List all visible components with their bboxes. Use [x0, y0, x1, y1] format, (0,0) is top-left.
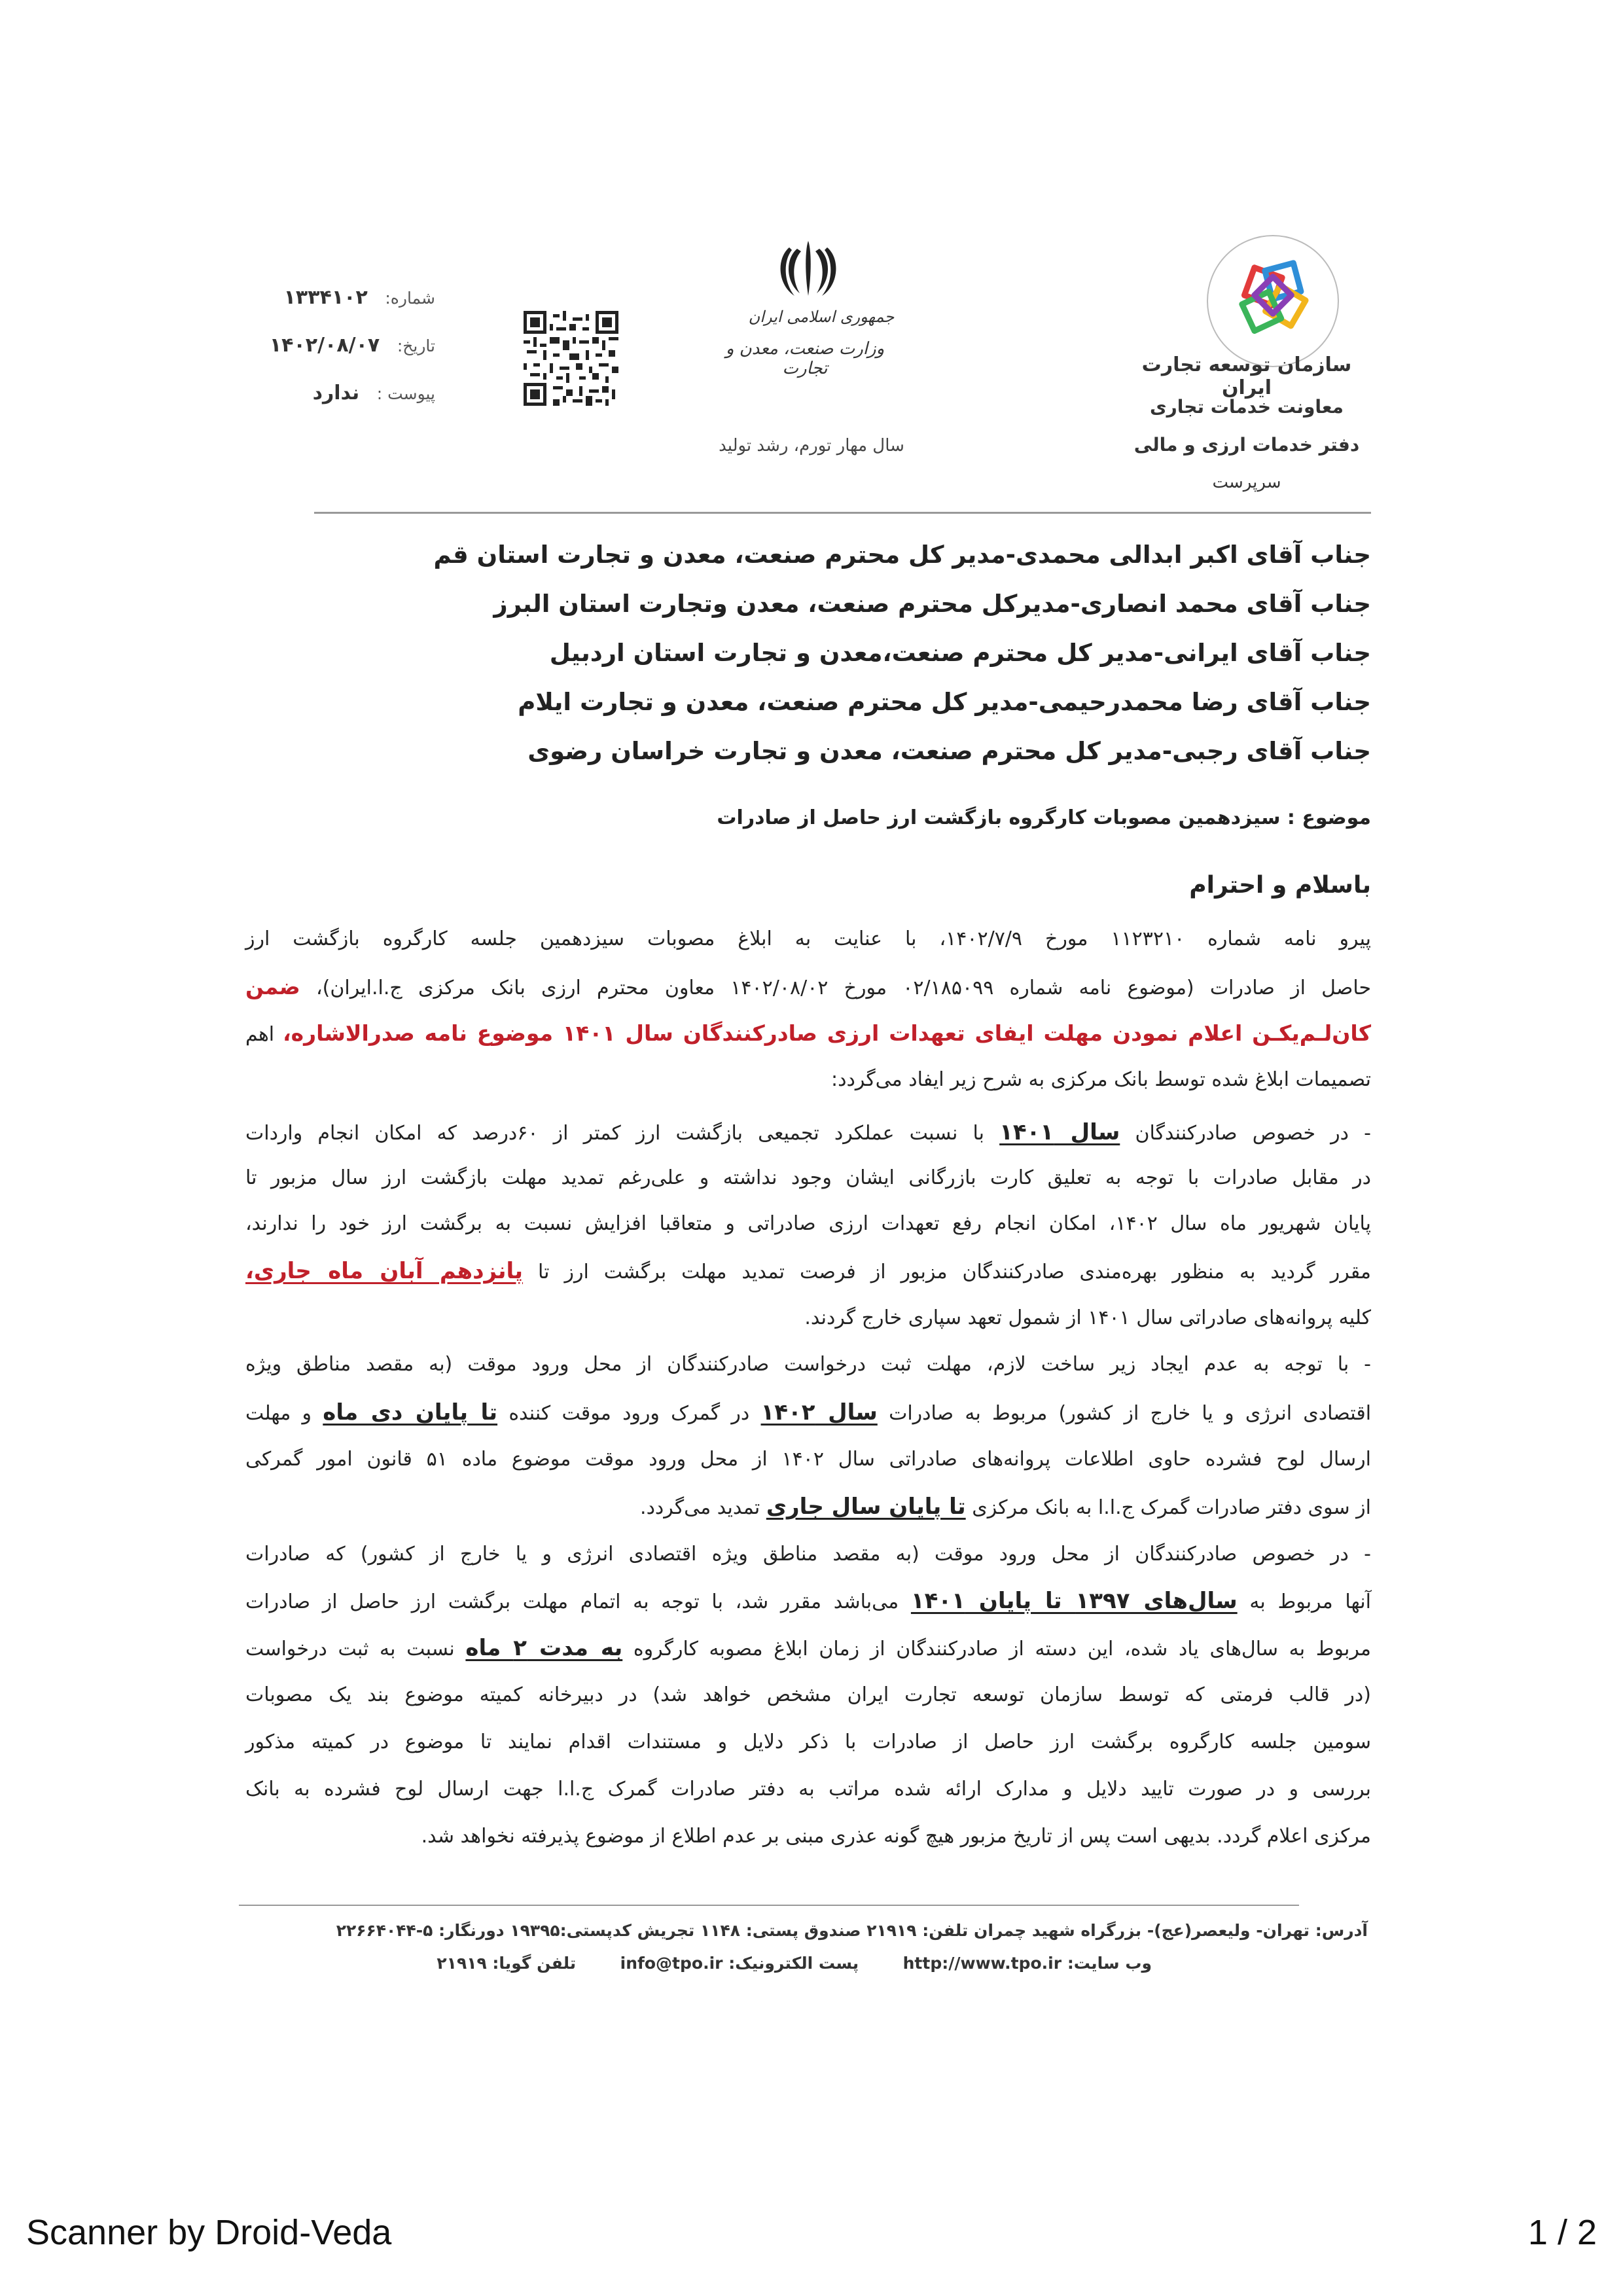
highlight-bold: سال ۱۴۰۲ — [760, 1399, 878, 1426]
body-p4-line4: (در قالب فرمتی که توسط سازمان توسعه تجارت ایران مشخص خواهد شد) در دبیرخانه کمیته موضوع بند یک مصوبات — [245, 1683, 1371, 1706]
footer-phone: تلفن گویا: ۲۱۹۱۹ — [437, 1954, 577, 1973]
body-p4-line5: سومین جلسه کارگروه برگشت ارز حاصل از صادرات با ذکر دلایل و مستندات اقدام نمایند تا موضوع در کمیته مذکور — [245, 1731, 1371, 1753]
year-slogan: سال مهار تورم، رشد تولید — [719, 436, 904, 456]
highlight-bold: سال‌های ۱۳۹۷ تا پایان ۱۴۰۱ — [910, 1588, 1238, 1614]
letter-attachment — [313, 382, 435, 404]
body-text: از سوی دفتر صادرات گمرک ج.ا.ا به بانک مرکزی — [972, 1496, 1371, 1519]
letter-attachment-label: پیوست : — [376, 384, 435, 403]
body-p2-line3: پایان شهریور ماه سال ۱۴۰۲، امکان انجام رفع تعهدات ارزی صادراتی و متعاقبا افزایش نسبت به برگشت ارز خود را ندارند، — [245, 1212, 1371, 1235]
body-p4-line7: مرکزی اعلام گردد. بدیهی است پس از تاریخ مزبور هیچ گونه عذری مبنی بر عدم اطلاع از موضوع پذیرفته نخواهد شد. — [421, 1825, 1371, 1848]
body-p2-line5: کلیه پروانه‌های صادراتی سال ۱۴۰۱ از شمول تعهد سپاری خارج گردند. — [804, 1306, 1371, 1329]
body-text: و مهلت — [245, 1402, 312, 1425]
footer-web-value[interactable]: http://www.tpo.ir — [902, 1954, 1062, 1973]
highlight-bold: سال ۱۴۰۱ — [999, 1119, 1120, 1145]
body-p3-line4 — [245, 1494, 1371, 1521]
highlight-red-underline: پانزدهم آبان ماه جاری، — [245, 1258, 524, 1284]
body-p1-line4: تصمیمات ابلاغ شده توسط بانک مرکزی به شرح زیر ایفاد می‌گردد: — [831, 1068, 1371, 1091]
body-p2-line4 — [245, 1258, 1371, 1285]
body-p3-line3: ارسال لوح فشرده حاوی اطلاعات پروانه‌های صادراتی سال ۱۴۰۲ از محل ورود موقت موضوع ماده ۵۱ قانون امور گمرکی — [245, 1448, 1371, 1471]
header-divider — [314, 512, 1371, 514]
body-p3-line2 — [245, 1399, 1371, 1427]
body-text: آنها مربوط به — [1249, 1590, 1371, 1613]
addressee-5: جناب آقای رجبی-مدیر کل محترم صنعت، معدن و تجارت خراسان رضوی — [527, 737, 1371, 765]
footer-email-value[interactable]: info@tpo.ir — [620, 1954, 723, 1973]
org-deputy: معاونت خدمات تجاری — [1149, 396, 1344, 418]
letter-number-value: ۱۳۳۴۱۰۲ — [283, 286, 368, 309]
footer-divider — [239, 1905, 1299, 1906]
letter-date-label: تاریخ: — [397, 336, 435, 355]
body-text: مربوط به سال‌های یاد شده، این دسته از صادرکنندگان از زمان ابلاغ مصوبه کارگروه — [633, 1638, 1371, 1660]
scanner-app-label: Scanner by Droid-Veda — [26, 2213, 392, 2252]
addressee-1: جناب آقای اکبر ابدالی محمدی-مدیر کل محترم صنعت، معدن و تجارت استان قم — [433, 541, 1371, 569]
body-text: با نسبت عملکرد تجمیعی بازگشت ارز کمتر از ۶۰درصد که امکان انجام واردات — [245, 1122, 984, 1145]
highlight-red: کان‌لـم‌یکـن اعلام نمودن مهلت ایفای تعهدات ارزی صادرکنندگان سال ۱۴۰۱ موضوع نامه صدرالاشاره، — [283, 1020, 1372, 1046]
body-p4-line2 — [245, 1588, 1371, 1615]
letter-number — [284, 286, 435, 309]
body-text: می‌باشد مقرر شد، با توجه به اتمام مهلت برگشت ارز حاصل از صادرات — [245, 1590, 899, 1613]
addressee-3: جناب آقای ایرانی-مدیر کل محترم صنعت،معدن و تجارت استان اردبیل — [549, 639, 1371, 667]
highlight-bold: تا پایان دی ماه — [323, 1399, 498, 1426]
org-office: دفتر خدمات ارزی و مالی — [1133, 434, 1360, 456]
body-text: مقرر گردید به منظور بهره‌مندی صادرکنندگان مزبور از فرصت تمدید مهلت برگشت ارز تا — [538, 1261, 1371, 1283]
body-text: تمدید می‌گردد. — [640, 1496, 760, 1519]
body-text: - در خصوص صادرکنندگان — [1135, 1122, 1372, 1145]
letter-attachment-value: ندارد — [312, 382, 360, 404]
highlight-bold: به مدت ۲ ماه — [465, 1635, 623, 1661]
highlight-bold: تا پایان سال جاری — [766, 1494, 966, 1520]
highlight-red: ضمن — [245, 974, 300, 999]
body-text: نسبت به ثبت درخواست — [245, 1638, 455, 1660]
body-p1-line2 — [245, 974, 1371, 1001]
addressee-4: جناب آقای رضا محمدرحیمی-مدیر کل محترم صنعت، معدن و تجارت ایلام — [518, 688, 1371, 716]
body-p1-line1: پیرو نامه شماره ۱۱۲۳۲۱۰ مورخ ۱۴۰۲/۷/۹، با عنایت به ابلاغ مصوبات سیزدهمین جلسه کارگروه بازگشت ارز — [245, 927, 1371, 950]
footer-email-label: پست الکترونیک: — [728, 1954, 859, 1973]
body-p3-line1: - با توجه به عدم ایجاد زیر ساخت لازم، مهلت ثبت درخواست صادرکنندگان از محل ورود موقت (به مقصد مناطق ویژه — [245, 1353, 1371, 1376]
body-text: اقتصادی انرژی و یا خارج از کشور) مربوط به صادرات — [889, 1402, 1372, 1425]
greeting: باسلام و احترام — [1189, 872, 1371, 899]
footer-address: آدرس: تهران- ولیعصر(عج)- بزرگراه شهید چمران تلفن: ۲۱۹۱۹ صندوق پستی: ۱۱۴۸ تجریش کدپستی:۱۹۳۹۵ دورنگار: ۵-۲۲۶۶۴۰۴۴ — [336, 1921, 1368, 1940]
ministry-line-1: جمهوری اسلامی ایران — [748, 308, 895, 326]
letter-number-label: شماره: — [385, 289, 435, 308]
body-text: حاصل از صادرات (موضوع نامه شماره ۰۲/۱۸۵۰۹۹ مورخ ۱۴۰۲/۰۸/۰۲ معاون محترم ارزی بانک مرکزی ج.ا.ایران)، — [315, 977, 1372, 999]
footer-contacts — [437, 1954, 1152, 1973]
org-name: سازمان توسعه تجارت ایران — [1141, 353, 1352, 399]
body-text: در گمرک ورود موقت کننده — [508, 1402, 750, 1425]
body-p4-line3 — [245, 1635, 1371, 1662]
ministry-line-2: وزارت صنعت، معدن و تجارت — [725, 339, 885, 378]
footer-web-label: وب سایت: — [1067, 1954, 1152, 1973]
body-text: اهم — [245, 1023, 275, 1046]
body-p1-line3 — [245, 1020, 1371, 1048]
body-p4-line6: بررسی و در صورت تایید دلایل و مدارک ارائه شده مراتب به دفتر صادرات گمرک ج.ا.ا جهت ارسال لوح فشرده به بانک — [245, 1778, 1371, 1801]
body-p4-line1: - در خصوص صادرکنندگان از محل ورود موقت (به مقصد مناطق ویژه اقتصادی انرژی و یا خارج از کشور) که صادرات — [245, 1543, 1371, 1566]
page-indicator: 1 / 2 — [1527, 2213, 1597, 2252]
iran-emblem-icon — [772, 236, 844, 301]
org-head: سرپرست — [1212, 473, 1281, 492]
qr-code-icon — [524, 311, 618, 406]
letter-date-value: ۱۴۰۲/۰۸/۰۷ — [269, 334, 380, 357]
letter-date — [270, 334, 435, 357]
body-p2-line2: در مقابل صادرات با توجه به تعلیق کارت بازرگانی ایشان وجود نداشته و علی‌رغم تمدید مهلت بازگشت ارز سال مزبور تا — [245, 1166, 1371, 1189]
body-p2-line1 — [245, 1119, 1371, 1147]
letter-subject: موضوع : سیزدهمین مصوبات کارگروه بازگشت ارز حاصل از صادرات — [717, 806, 1371, 829]
addressee-2: جناب آقای محمد انصاری-مدیرکل محترم صنعت، معدن وتجارت استان البرز — [493, 590, 1371, 618]
